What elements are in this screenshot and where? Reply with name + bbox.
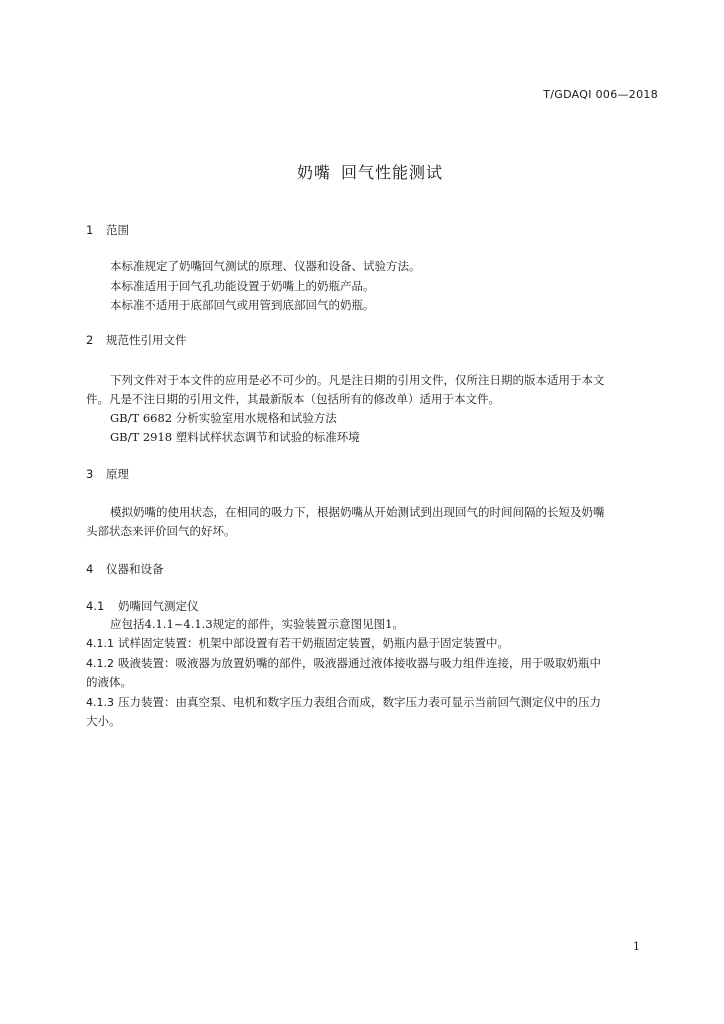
item-4-1-2-text: 吸液装置：吸液器为放置奶嘴的部件，吸液器通过液体接收器与吸力组件连接，用于吸取奶瓶中 (118, 656, 601, 670)
subsection-4-1-number: 4.1 (86, 599, 105, 613)
item-4-1-1-text: 试样固定装置：机架中部设置有若干奶瓶固定装置，奶瓶内悬于固定装置中。 (118, 636, 509, 650)
item-4-1-2-continuation: 的液体。 (86, 675, 132, 689)
section-2-title: 规范性引用文件 (106, 333, 187, 347)
reference-item-2: GB/T 2918 塑料试样状态调节和试验的标准环境 (110, 430, 360, 444)
scope-line-1: 本标准规定了奶嘴回气测试的原理、仪器和设备、试验方法。 (110, 259, 421, 273)
item-4-1-1-number: 4.1.1 (86, 637, 114, 650)
item-4-1-3-continuation: 大小。 (86, 714, 121, 728)
item-4-1-3 (86, 692, 601, 713)
section-2-heading (86, 332, 187, 348)
item-4-1-2 (86, 653, 601, 674)
section-4-heading (86, 561, 164, 577)
page-number: 1 (633, 940, 640, 953)
subsection-4-1-title: 奶嘴回气测定仪 (118, 599, 199, 613)
reference-item-1: GB/T 6682 分析实验室用水规格和试验方法 (110, 411, 337, 425)
document-code: T/GDAQI 006—2018 (543, 88, 658, 101)
section-3-title: 原理 (106, 467, 129, 481)
references-paragraph-line-1: 下列文件对于本文件的应用是必不可少的。凡是注日期的引用文件，仅所注日期的版本适用于本文 (110, 373, 605, 387)
principle-line-2: 头部状态来评价回气的好坏。 (86, 524, 236, 538)
section-3-heading (86, 466, 129, 482)
references-paragraph-line-2: 件。凡是不注日期的引用文件，其最新版本（包括所有的修改单）适用于本文件。 (86, 392, 500, 406)
item-4-1-3-number: 4.1.3 (86, 696, 114, 709)
document-title (0, 160, 724, 183)
section-2-number: 2 (86, 333, 94, 347)
item-4-1-1 (86, 633, 509, 654)
scope-line-2: 本标准适用于回气孔功能设置于奶嘴上的奶瓶产品。 (110, 279, 375, 293)
scope-line-3: 本标准不适用于底部回气或用管到底部回气的奶瓶。 (110, 298, 375, 312)
section-4-title: 仪器和设备 (106, 562, 164, 576)
section-4-number: 4 (86, 562, 94, 576)
principle-line-1: 模拟奶嘴的使用状态，在相同的吸力下，根据奶嘴从开始测试到出现回气的时间间隔的长短及奶嘴 (110, 505, 605, 519)
section-1-title: 范围 (106, 223, 129, 237)
subsection-4-1-heading (86, 598, 199, 614)
subsection-4-1-intro: 应包括4.1.1~4.1.3规定的部件，实验装置示意图见图1。 (110, 617, 404, 631)
section-3-number: 3 (86, 467, 94, 481)
item-4-1-2-number: 4.1.2 (86, 657, 114, 670)
item-4-1-3-text: 压力装置：由真空泵、电机和数字压力表组合而成，数字压力表可显示当前回气测定仪中的压力 (118, 695, 601, 709)
section-1-heading (86, 222, 129, 238)
section-1-number: 1 (86, 223, 94, 237)
title-part-2: 回气性能测试 (341, 163, 444, 182)
title-part-1: 奶嘴 (296, 163, 331, 182)
